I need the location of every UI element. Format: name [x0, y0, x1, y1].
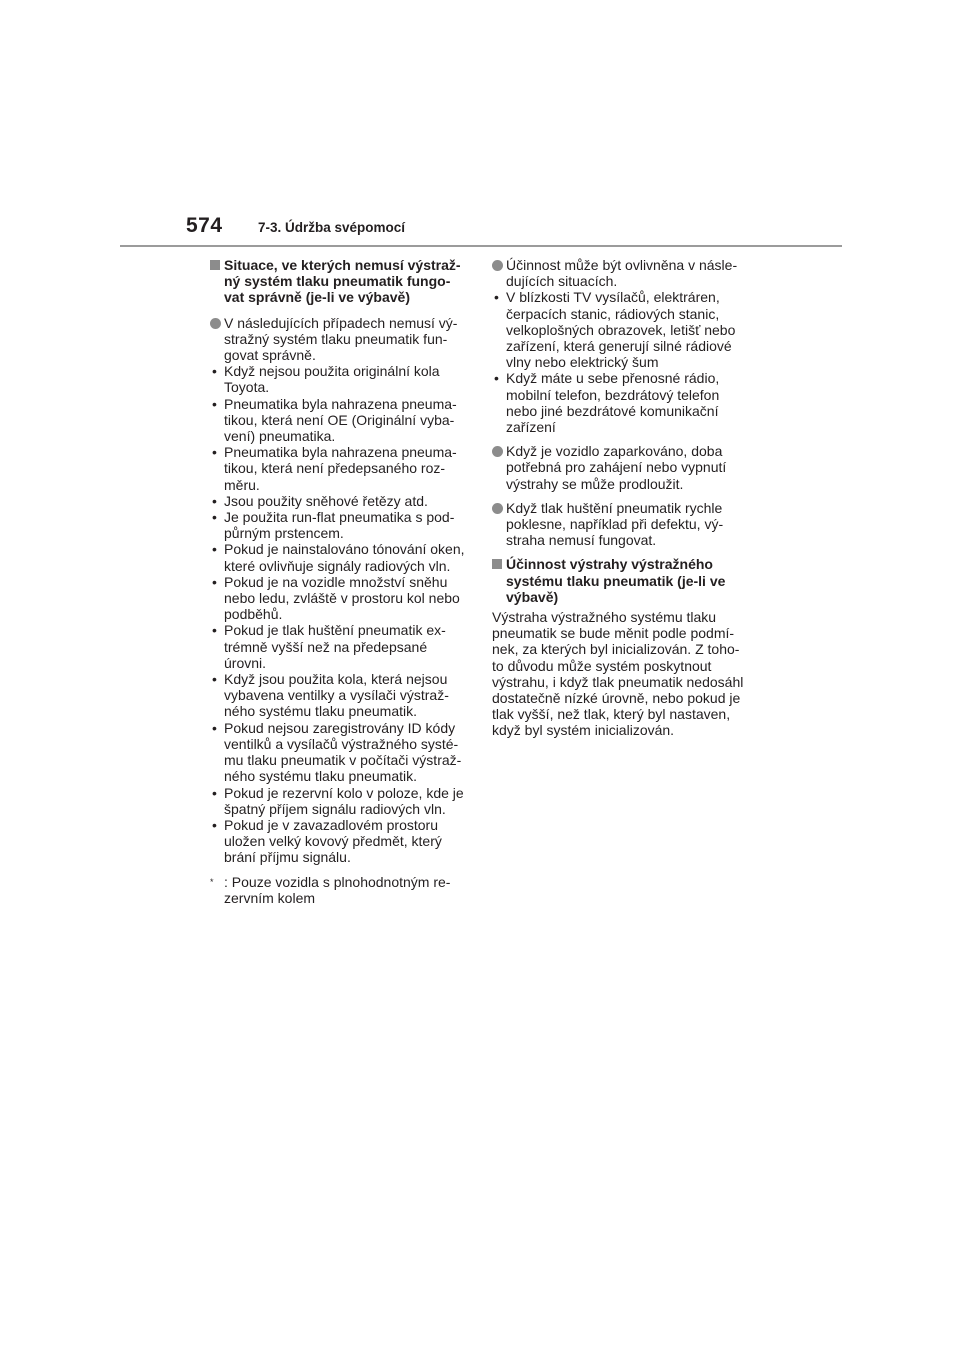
left-conditions-list	[210, 363, 465, 865]
left-intro-text: V následujících případech nemusí vý-stražný systém tlaku pneumatik fun-govat správně.	[224, 314, 458, 364]
list-item: • Když máte u sebe přenosné rádio, mobilní telefon, bezdrátový telefon nebo jiné bezdrátové komunikační zařízení	[494, 370, 720, 436]
list-item: • Pokud nejsou zaregistrovány ID kódy ventilků a vysílačů výstražného systé-mu tlaku pneumatik v počítači výstraž-ného systému tlaku pneumatik.	[212, 719, 462, 785]
footnote-mark: *	[210, 876, 214, 887]
right-bullet-pressure-drop	[492, 500, 750, 549]
list-item: • Pneumatika byla nahrazena pneuma-tikou, která není OE (Originální vyba-vení) pneumatika.	[212, 395, 457, 445]
list-item: • Pokud je na vozidle množství sněhu nebo ledu, zvláště v prostoru kol nebo podběhů.	[212, 573, 460, 623]
list-item: • Pneumatika byla nahrazena pneuma-tikou, která není předepsaného roz-měru.	[212, 444, 457, 493]
circle-bullet-icon	[492, 260, 503, 271]
right-intro-text: Účinnost může být ovlivněna v násle-dujících situacích.	[506, 257, 738, 290]
right-intro	[492, 257, 750, 289]
left-heading	[210, 257, 465, 306]
right-heading	[492, 556, 750, 605]
list-item: • Je použita run-flat pneumatika s pod-půrným prstencem.	[212, 509, 455, 542]
circle-bullet-icon	[492, 503, 503, 514]
square-bullet-icon	[210, 260, 220, 270]
footnote	[210, 874, 465, 906]
right-paragraph: Výstraha výstražného systému tlaku pneumatik se bude měnit podle podmí-nek, za kterých byl inicializován. Z toho-to důvodu může systém poskytnout výstrahu, i když tlak pneumatik nedosáhl dostatečně nízké úrovně, nebo pokud je tlak vyšší, než tlak, který byl nastaven, když byl systém inicializován.	[492, 609, 744, 739]
page-number: 574	[186, 214, 223, 237]
left-intro	[210, 315, 465, 364]
right-bullet-parking	[492, 443, 750, 492]
list-item: • Jsou použity sněhové řetězy atd.	[212, 492, 428, 509]
square-bullet-icon	[492, 559, 502, 569]
circle-bullet-icon	[492, 446, 503, 457]
list-item-text: Pokud je na vozidle množství sněhu nebo ledu, zvláště v prostoru kol nebo podběhů.	[224, 573, 460, 623]
list-item-text: Když jsou použita kola, která nejsou vybavena ventilky a vysílači výstraž-ného systému tlaku pneumatik.	[224, 671, 449, 720]
list-item-text: Pokud je v zavazadlovém prostoru uložen velký kovový předmět, který brání příjmu signálu.	[224, 816, 442, 866]
left-heading-text: Situace, ve kterých nemusí výstraž-ný systém tlaku pneumatik fungo-vat správně (je-li ve výbavě)	[224, 257, 461, 306]
list-item: • Pokud je v zavazadlovém prostoru uložen velký kovový předmět, který brání příjmu signálu.	[212, 816, 442, 866]
list-item: • Pokud je rezervní kolo v poloze, kde je špatný příjem signálu radiových vln.	[212, 784, 464, 817]
right-heading-text: Účinnost výstrahy výstražného systému tlaku pneumatik (je-li ve výbavě)	[506, 556, 726, 605]
list-item-text: Je použita run-flat pneumatika s pod-půrným prstencem.	[224, 509, 455, 542]
right-bullet-pressure-drop-text: Když tlak huštění pneumatik rychle poklesne, například při defektu, vý-straha nemusí fungovat.	[506, 499, 724, 549]
list-item-text: Pneumatika byla nahrazena pneuma-tikou, která není OE (Originální vyba-vení) pneumatika.	[224, 395, 457, 445]
list-item-text: Jsou použity sněhové řetězy atd.	[224, 492, 428, 509]
list-item-text: Když máte u sebe přenosné rádio, mobilní telefon, bezdrátový telefon nebo jiné bezdrátové komunikační zařízení	[506, 370, 720, 436]
list-item: • V blízkosti TV vysílačů, elektráren, čerpacích stanic, rádiových stanic, velkoplošných obrazovek, letišť nebo zařízení, která generují silné rádiové vlny nebo elektrický šum	[494, 289, 736, 371]
list-item-text: V blízkosti TV vysílačů, elektráren, čerpacích stanic, rádiových stanic, velkoplošných obrazovek, letišť nebo zařízení, která generují silné rádiové vlny nebo elektrický šum	[506, 289, 736, 371]
left-column	[210, 257, 465, 906]
header-divider	[120, 245, 842, 247]
right-conditions-list	[492, 289, 750, 435]
section-title: 7-3. Údržba svépomocí	[258, 220, 406, 235]
right-column	[492, 257, 750, 739]
list-item: • Pokud je tlak huštění pneumatik ex-trémně vyšší než na předepsané úrovni.	[212, 622, 446, 671]
right-bullet-parking-text: Když je vozidlo zaparkováno, doba potřebná pro zahájení nebo vypnutí výstrahy se může prodloužit.	[506, 443, 727, 492]
list-item: • Když jsou použita kola, která nejsou vybavena ventilky a vysílači výstraž-ného systému tlaku pneumatik.	[212, 671, 449, 720]
list-item-text: Pokud je rezervní kolo v poloze, kde je špatný příjem signálu radiových vln.	[224, 784, 464, 817]
circle-bullet-icon	[210, 318, 221, 329]
list-item: • Pokud je nainstalováno tónování oken, které ovlivňuje signály radiových vln.	[212, 541, 465, 574]
list-item-text: Pokud je nainstalováno tónování oken, které ovlivňuje signály radiových vln.	[224, 541, 465, 574]
list-item-text: Když nejsou použita originální kola Toyota.	[224, 363, 440, 396]
footnote-text: : Pouze vozidla s plnohodnotným re-zervním kolem	[224, 873, 451, 906]
list-item-text: Pokud je tlak huštění pneumatik ex-trémně vyšší než na předepsané úrovni.	[224, 622, 446, 671]
list-item: • Když nejsou použita originální kola Toyota.	[212, 363, 440, 396]
list-item-text: Pokud nejsou zaregistrovány ID kódy ventilků a vysílačů výstražného systé-mu tlaku pneumatik v počítači výstraž-ného systému tlaku pneumatik.	[224, 719, 462, 785]
list-item-text: Pneumatika byla nahrazena pneuma-tikou, která není předepsaného roz-měru.	[224, 444, 457, 493]
